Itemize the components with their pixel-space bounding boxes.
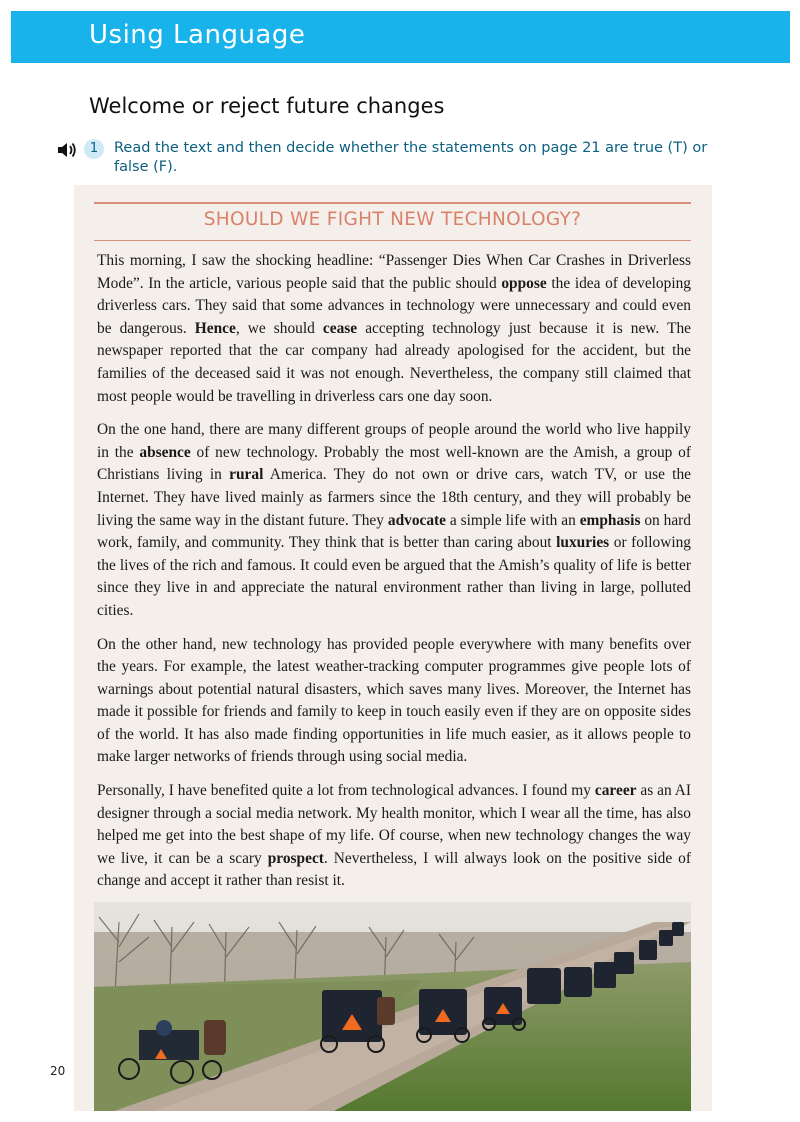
text-run: On the one hand, there are many different groups of people around the world who live happily in the [97, 421, 691, 461]
text-run: America. They do not own or drive cars, watch TV, or use the Internet. They have lived mainly as farmers since the 18th century, and they will probably be living the same way in the distant future. They [97, 466, 691, 529]
article-paragraph [97, 250, 691, 408]
article-paragraph [97, 419, 691, 622]
keyword: absence [139, 443, 191, 461]
article-body [97, 250, 691, 904]
section-title: Welcome or reject future changes [89, 94, 445, 118]
text-run: on hard work, family, and community. They think that is better than caring about [97, 511, 691, 552]
text-run: as an AI designer through a social media network. My health monitor, which I wear all the time, has also helped me get into the best shape of my life. Of course, when new technology changes the way we live, it can be a scary [97, 782, 691, 867]
title-rule-top [94, 202, 691, 204]
article-title: SHOULD WE FIGHT NEW TECHNOLOGY? [203, 209, 582, 230]
text-run: of new technology. Probably the most well-known are the Amish, a group of Christians living in [97, 443, 691, 484]
text-run: the idea of developing driverless cars. They said that some advances in technology were unnecessary and could even be dangerous. [97, 274, 691, 337]
keyword: prospect [267, 849, 324, 867]
exercise-number: 1 [84, 139, 104, 159]
text-run: , we should [235, 319, 323, 337]
text-run: a simple life with an [446, 511, 580, 529]
keyword: cease [322, 319, 358, 337]
title-rule-bottom [94, 240, 691, 241]
keyword: emphasis [579, 511, 641, 529]
text-run: or following the lives of the rich and famous. It could even be argued that the Amish’s quality of life is better since they live in and appreciate the natural environment rather than living in large, polluted cities. [97, 534, 691, 619]
text-run: This morning, I saw the shocking headline: “Passenger Dies When Car Crashes in Driverless Mode”. In the article, various people said that the public should [97, 252, 691, 292]
text-run: . Nevertheless, I will always look on the positive side of change and accept it rather than resist it. [97, 849, 691, 890]
keyword: rural [229, 466, 264, 484]
article-paragraph [97, 780, 691, 893]
speaker-icon[interactable] [56, 140, 78, 160]
page-number: 20 [50, 1064, 66, 1078]
instruction-line-1: Read the text and then decide whether the statements on page 21 are true (T) or [114, 140, 708, 156]
keyword: advocate [387, 511, 447, 529]
keyword: oppose [501, 274, 547, 292]
text-run: Personally, I have benefited quite a lot from technological advances. I found my [97, 782, 595, 800]
exercise-instruction [114, 139, 714, 177]
keyword: career [594, 782, 637, 800]
instruction-line-2: false (F). [114, 159, 178, 175]
keyword: luxuries [556, 534, 610, 552]
text-run: accepting technology just because it is new. The newspaper reported that the car company had already apologised for the accident, but the families of the deceased said it was not enough. Nevertheless, the company still claimed that most people would be travelling in driverless cars one day soon. [97, 319, 692, 405]
keyword: Hence [194, 319, 236, 337]
article-paragraph [97, 634, 691, 770]
amish-buggies-photo [94, 902, 691, 1111]
header-title: Using Language [89, 20, 306, 50]
text-run: On the other hand, new technology has provided people everywhere with many benefits over the years. For example, the latest weather-tracking computer programmes give people lots of warnings about potential natural disasters, which saves many lives. Moreover, the Internet has made it possible for friends and family to keep in touch easily even if they are on opposite sides of the world. It has also made finding opportunities in life much easier, as it allows people to make larger networks of friends through using social media. [97, 635, 691, 766]
header-bar [11, 11, 790, 63]
